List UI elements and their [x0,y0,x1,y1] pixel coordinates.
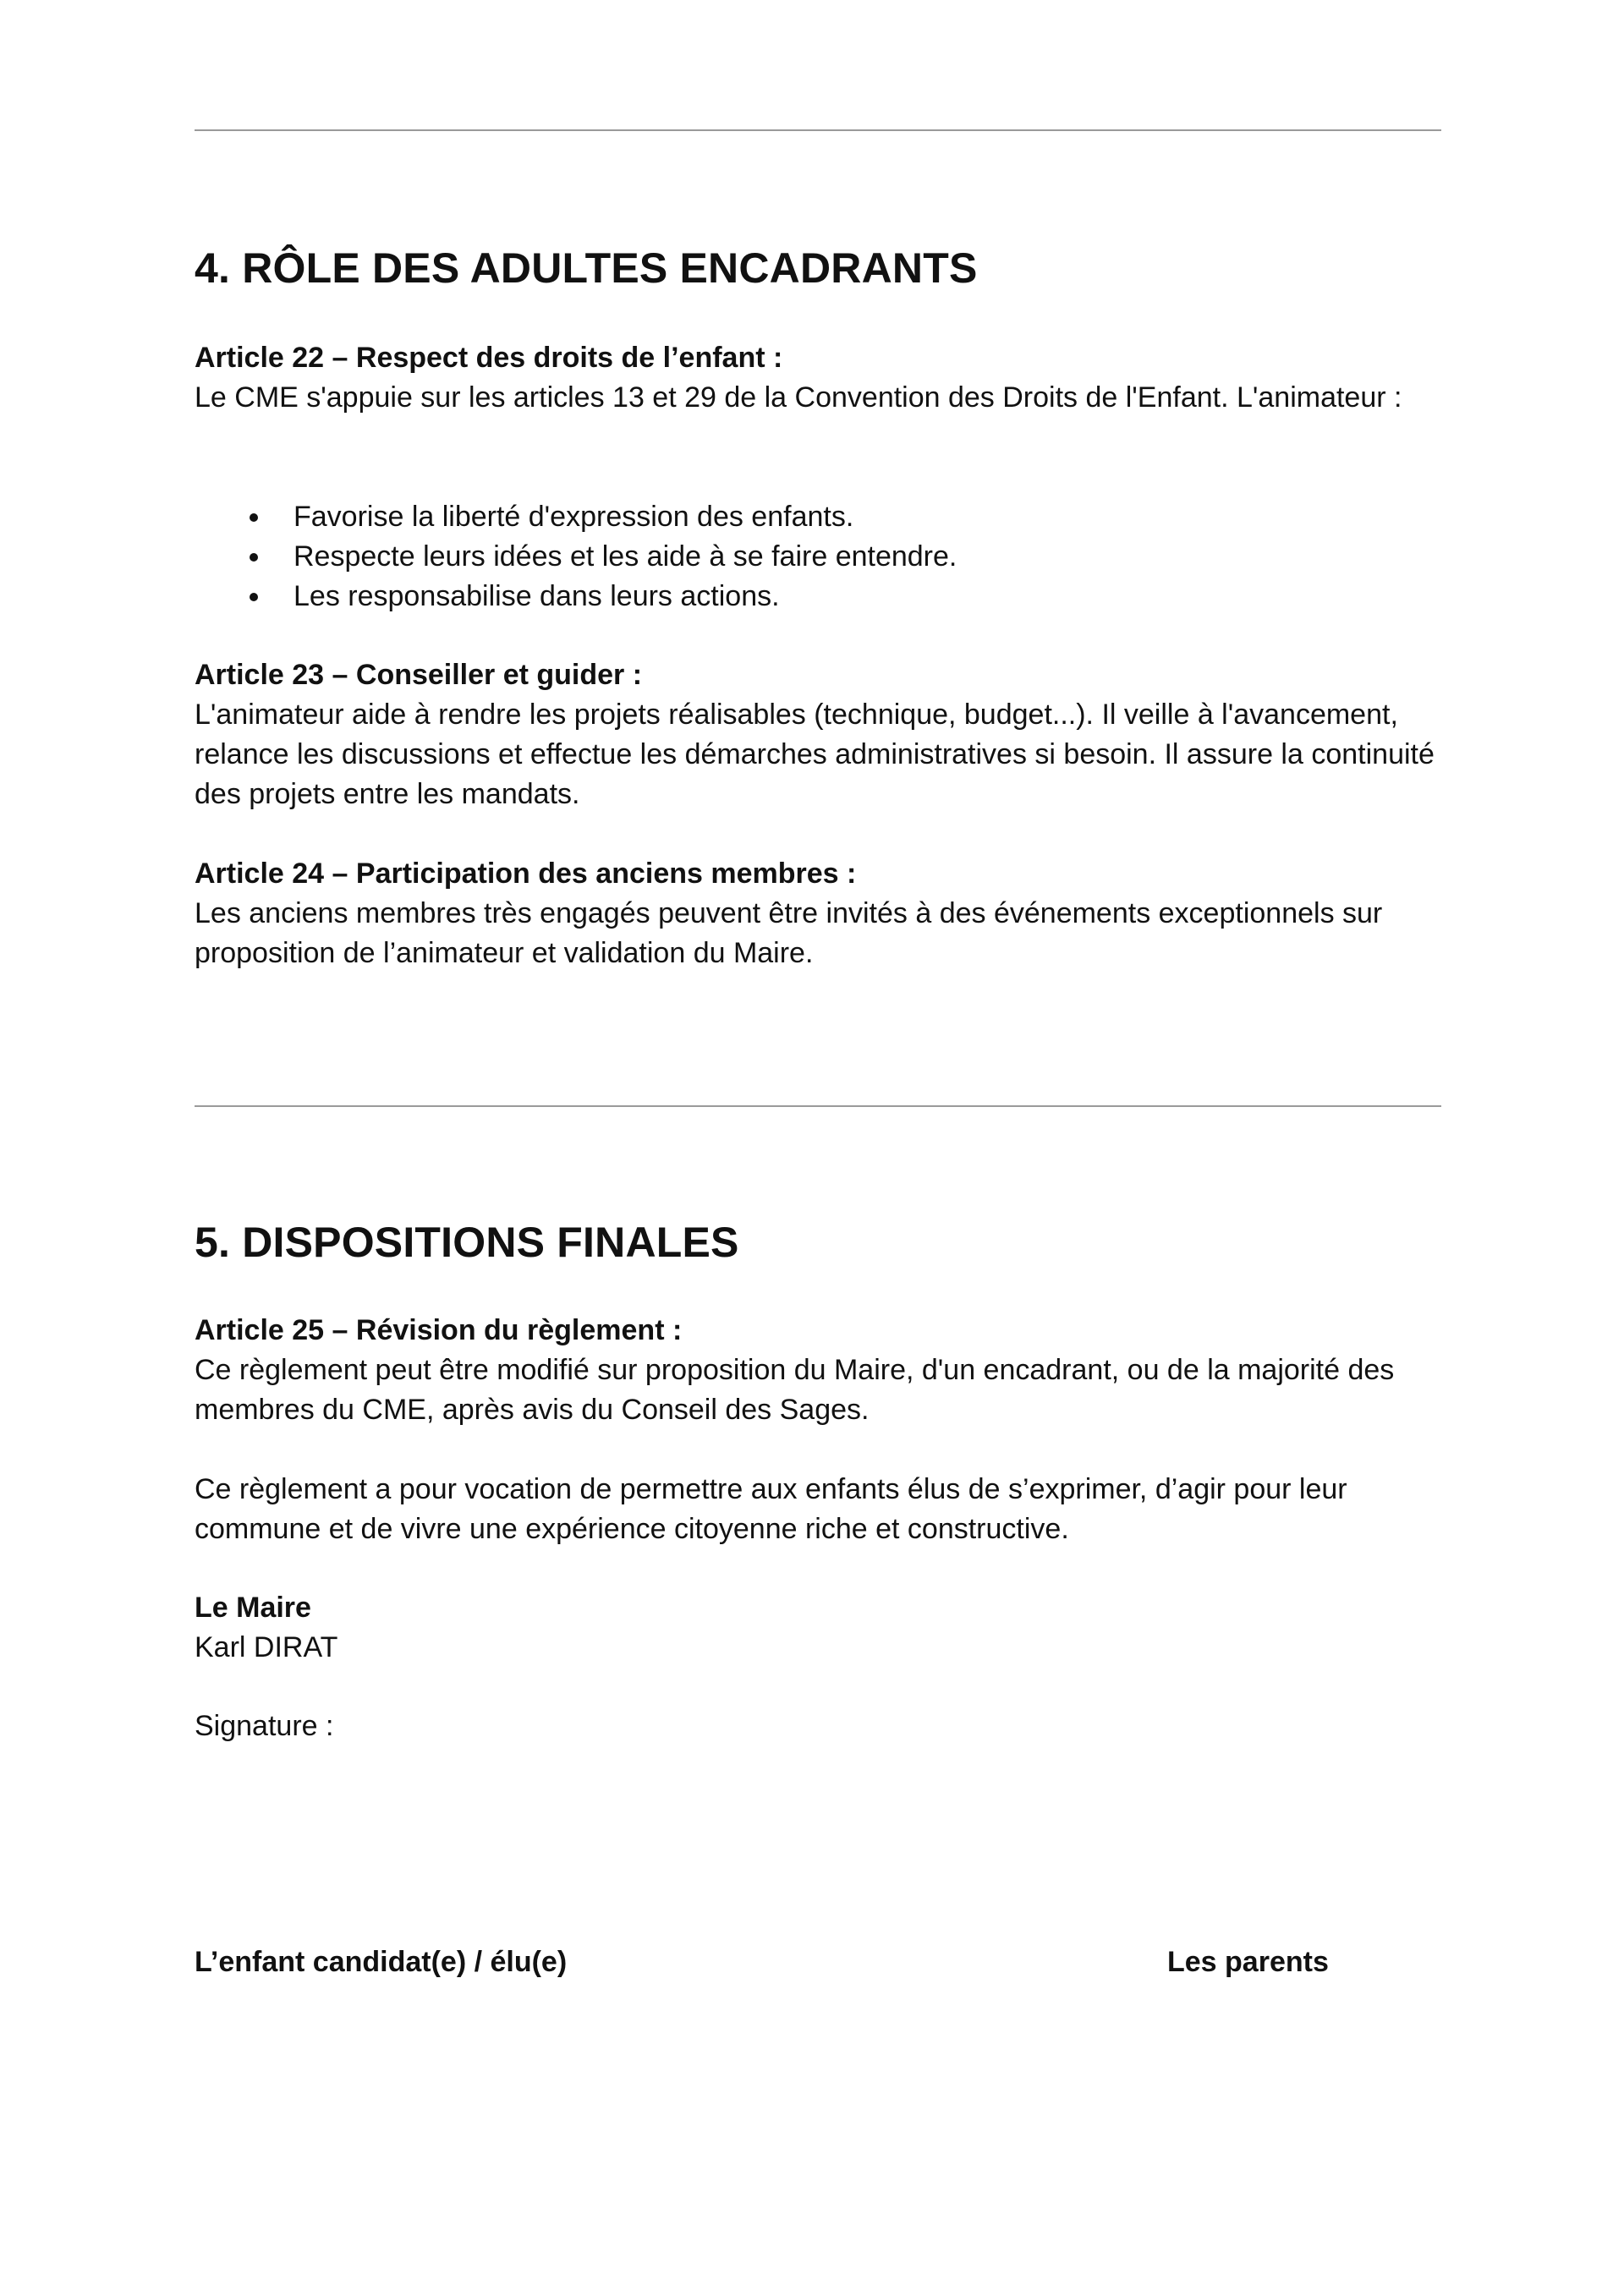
middle-divider [195,1105,1441,1107]
article-22-list [195,497,1446,616]
list-item-text: Favorise la liberté d'expression des enfants. [294,501,854,533]
section-5-title: 5. DISPOSITIONS FINALES [195,1219,739,1266]
bullet-icon [250,513,258,522]
bullet-icon [250,553,258,562]
closing-statement [195,1470,1446,1549]
list-item [195,537,1446,577]
section-4-title: 4. RÔLE DES ADULTES ENCADRANTS [195,244,978,292]
article-22 [195,338,1446,418]
list-item [195,497,1446,537]
parents-signature-label: Les parents [1167,1946,1329,1978]
list-item-text: Les responsabilise dans leurs actions. [294,580,780,612]
list-item-text: Respecte leurs idées et les aide à se faire entendre. [294,540,957,573]
article-23-title: Article 23 – Conseiller et guider : [195,659,643,691]
article-22-title: Article 22 – Respect des droits de l’enfant : [195,342,783,374]
article-24-title: Article 24 – Participation des anciens membres : [195,858,857,890]
signature-label: Signature : [195,1710,334,1742]
article-25-text: Ce règlement peut être modifié sur proposition du Maire, d'un encadrant, ou de la majorité des membres du CME, après avis du Conseil des Sages. [195,1354,1395,1426]
article-22-text: Le CME s'appuie sur les articles 13 et 29 de la Convention des Droits de l'Enfant. L'animateur : [195,381,1402,414]
mayor-block [195,1588,1446,1668]
article-25-title: Article 25 – Révision du règlement : [195,1314,683,1346]
article-23-text: L'animateur aide à rendre les projets réalisables (technique, budget...). Il veille à l'avancement, relance les discussions et effectue les démarches administratives si besoin. Il assure la continuité des projets entre les mandats. [195,699,1435,810]
mayor-name: Karl DIRAT [195,1631,338,1663]
bullet-icon [250,593,258,601]
mayor-title: Le Maire [195,1592,311,1624]
list-item [195,577,1446,616]
article-24 [195,854,1446,973]
top-divider [195,129,1441,131]
article-24-text: Les anciens membres très engagés peuvent être invités à des événements exceptionnels sur proposition de l’animateur et validation du Maire. [195,897,1383,969]
signature-block [195,1707,1446,1746]
article-23 [195,655,1446,814]
closing-text: Ce règlement a pour vocation de permettre aux enfants élus de s’exprimer, d’agir pour leur commune et de vivre une expérience citoyenne riche et constructive. [195,1473,1347,1545]
article-25 [195,1311,1446,1430]
child-signature-label: L’enfant candidat(e) / élu(e) [195,1946,568,1978]
